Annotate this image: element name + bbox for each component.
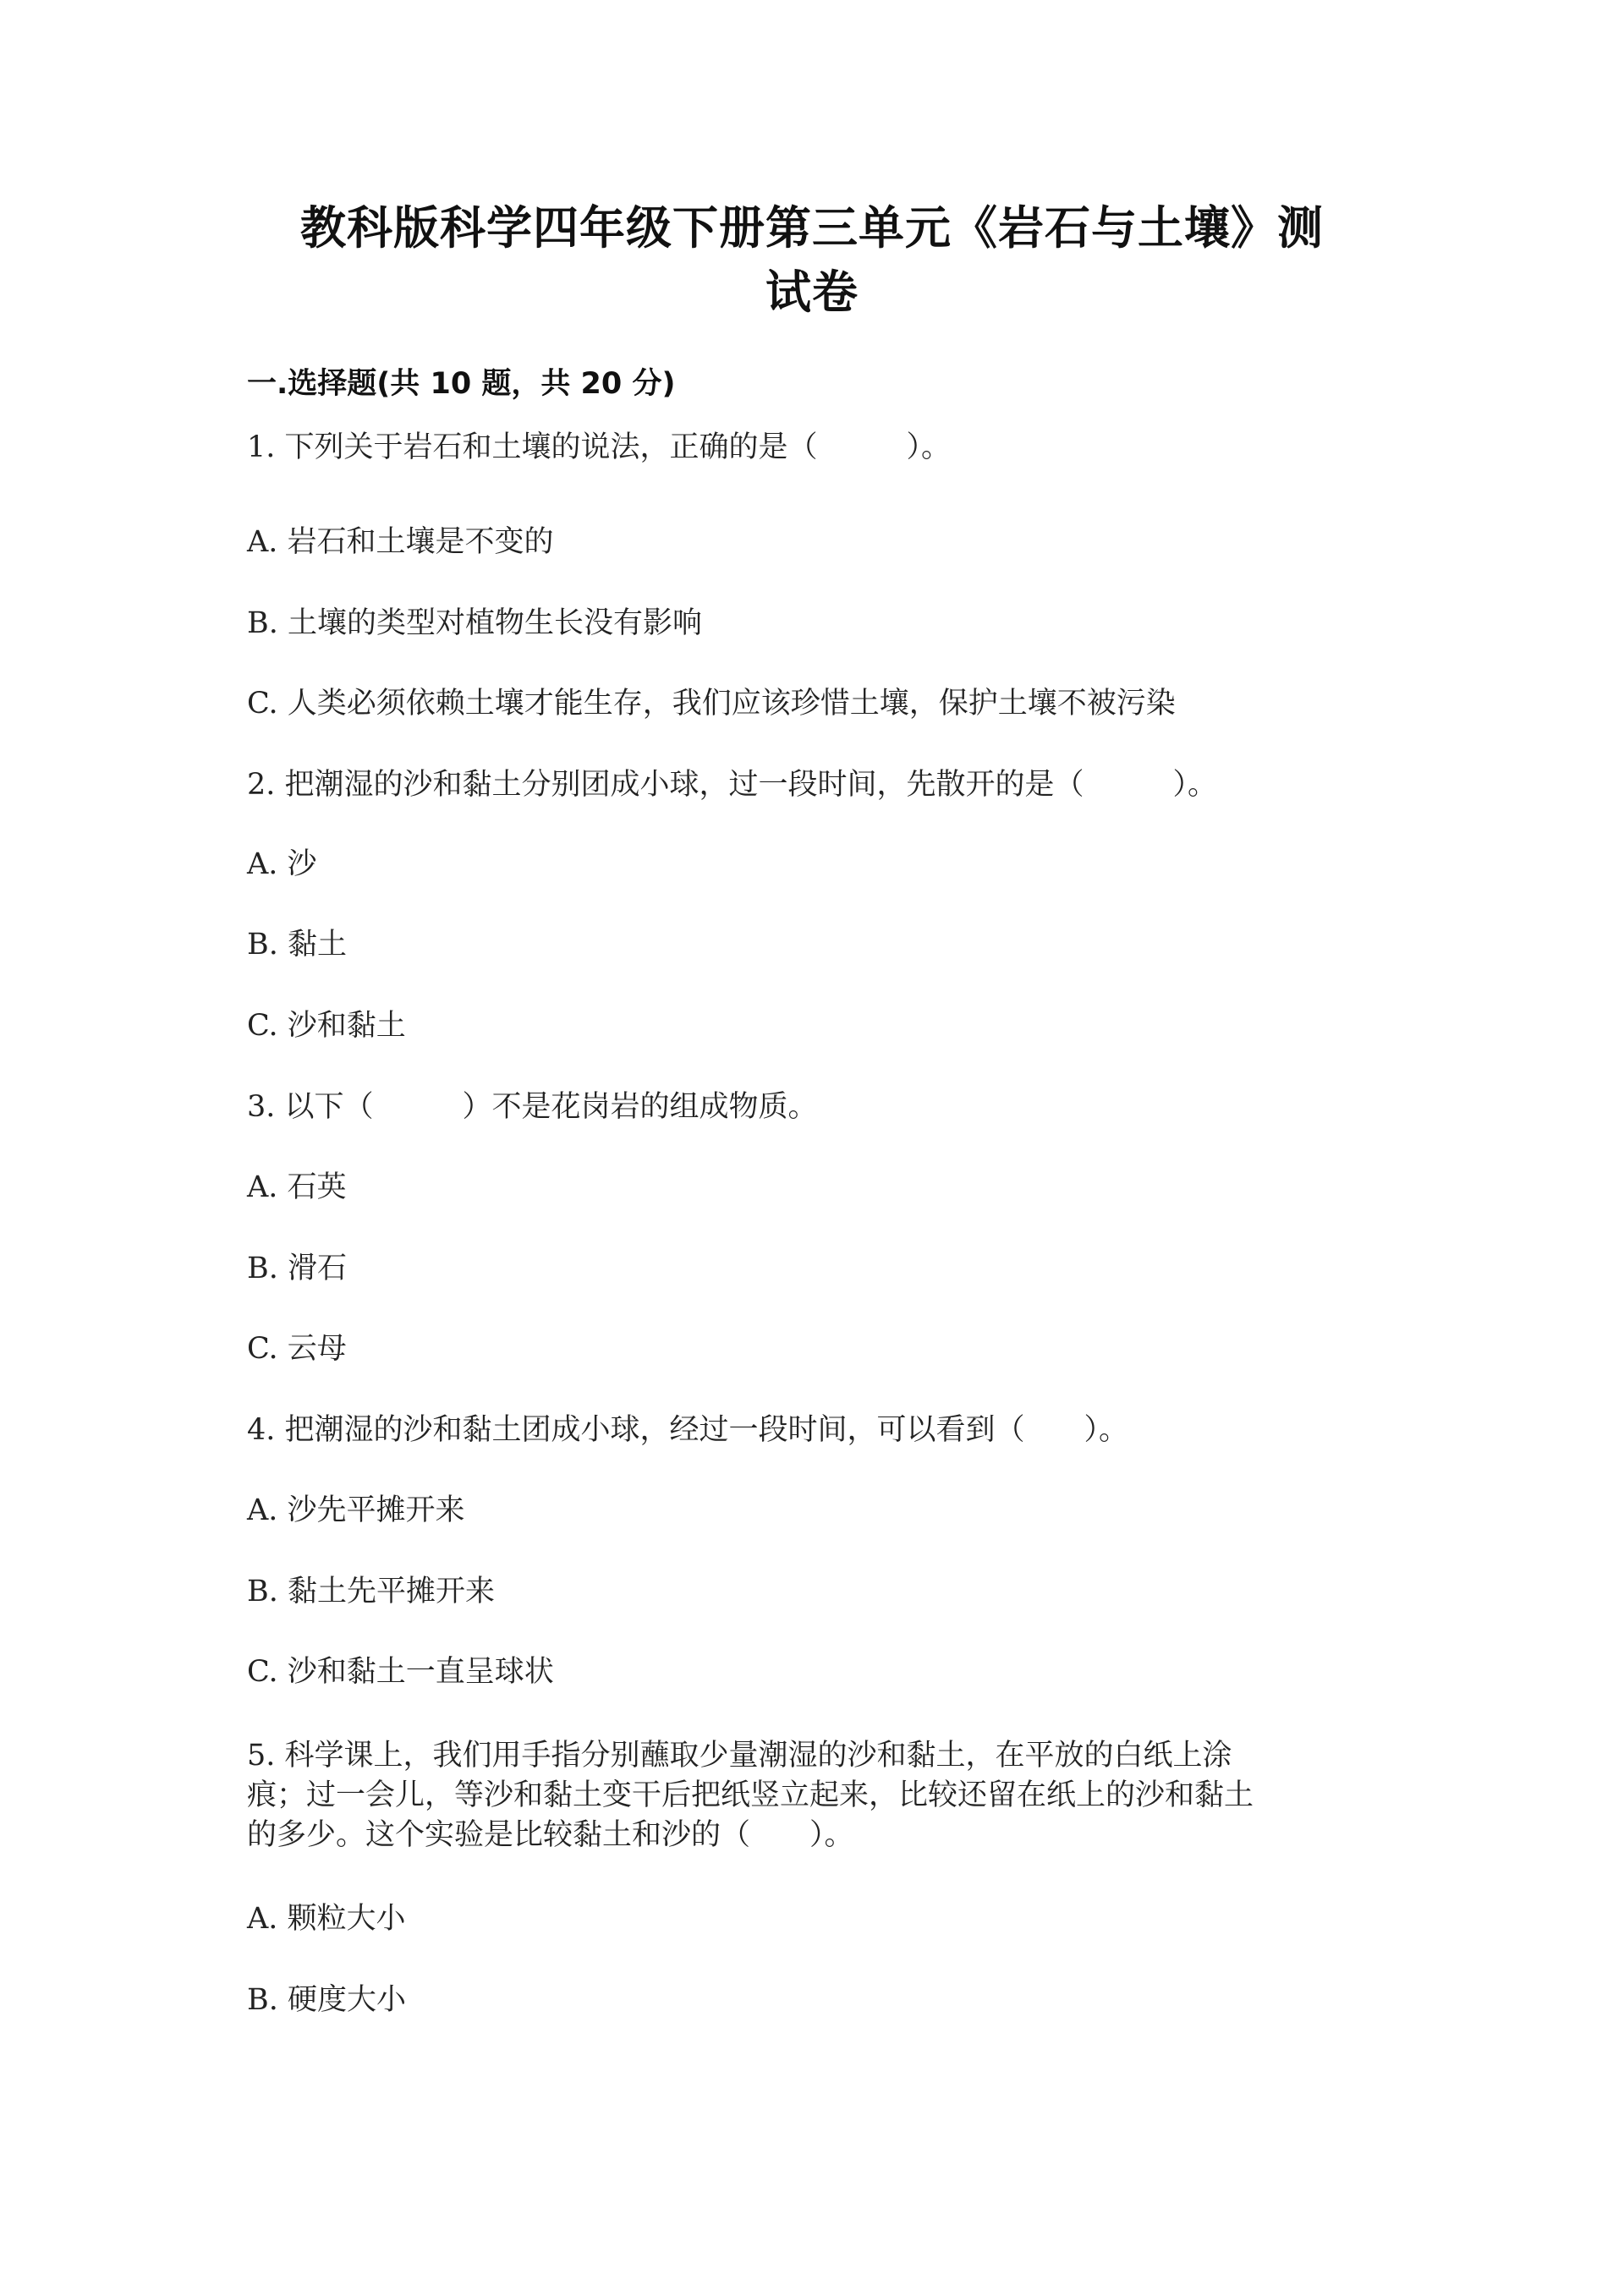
question-1-option-b: B. 土壤的类型对植物生长没有影响 (247, 606, 702, 640)
question-5-stem-line-2: 痕；过一会儿，等沙和黏土变干后把纸竖立起来，比较还留在纸上的沙和黏土 (247, 1778, 1254, 1812)
document-title (245, 196, 1379, 325)
question-2-option-a: A. 沙 (247, 847, 317, 881)
question-4-option-c: C. 沙和黏土一直呈球状 (247, 1655, 554, 1689)
question-5-stem-line-3: 的多少。这个实验是比较黏土和沙的（ ）。 (247, 1818, 854, 1852)
question-5-option-a: A. 颗粒大小 (247, 1902, 406, 1936)
question-3-stem: 3. 以下（ ）不是花岗岩的组成物质。 (247, 1090, 818, 1124)
question-2-option-b: B. 黏土 (247, 928, 347, 962)
question-1-option-c: C. 人类必须依赖土壤才能生存，我们应该珍惜土壤，保护土壤不被污染 (247, 687, 1176, 721)
title-line-2: 试卷 (765, 266, 859, 319)
title-line-1: 教科版科学四年级下册第三单元《岩石与土壤》测 (300, 201, 1324, 255)
question-3-option-b: B. 滑石 (247, 1252, 347, 1285)
question-4-option-a: A. 沙先平摊开来 (247, 1493, 465, 1527)
question-2-option-c: C. 沙和黏土 (247, 1009, 406, 1043)
question-4-option-b: B. 黏土先平摊开来 (247, 1575, 495, 1608)
question-4-stem: 4. 把潮湿的沙和黏土团成小球，经过一段时间，可以看到（ ）。 (247, 1413, 1129, 1447)
question-2-stem: 2. 把潮湿的沙和黏土分别团成小球，过一段时间，先散开的是（ ）。 (247, 768, 1218, 802)
section-heading-multiple-choice: 一.选择题(共 10 题，共 20 分) (247, 367, 676, 401)
question-5-stem-line-1: 5. 科学课上，我们用手指分别蘸取少量潮湿的沙和黏土，在平放的白纸上涂 (247, 1739, 1232, 1773)
question-1-stem: 1. 下列关于岩石和土壤的说法，正确的是（ ）。 (247, 430, 952, 464)
question-3-option-c: C. 云母 (247, 1332, 347, 1366)
question-5-option-b: B. 硬度大小 (247, 1983, 406, 2017)
question-3-option-a: A. 石英 (247, 1170, 347, 1204)
question-5-stem (247, 1736, 1380, 1855)
question-1-option-a: A. 岩石和土壤是不变的 (247, 525, 554, 559)
